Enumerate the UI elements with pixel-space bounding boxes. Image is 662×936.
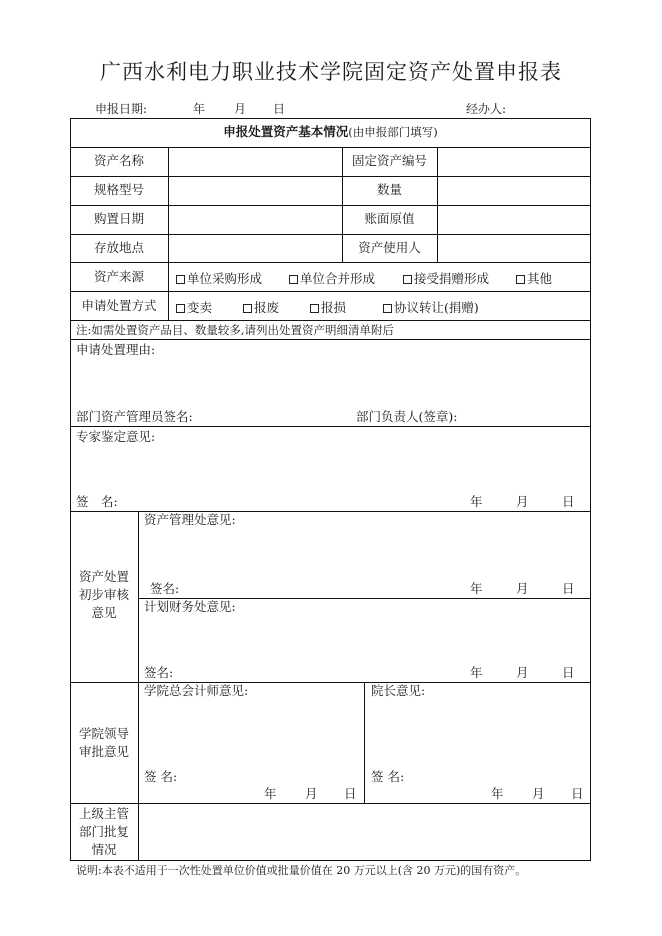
- purchase-date-field[interactable]: [169, 206, 342, 234]
- report-date-month: 月: [234, 102, 247, 116]
- expert-year: 年: [470, 494, 483, 509]
- source-option-purchase[interactable]: 单位采购形成: [176, 269, 262, 287]
- method-option-sell[interactable]: 变卖: [176, 298, 212, 316]
- section-header-main: 申报处置资产基本情况: [223, 124, 349, 139]
- asset-number-field[interactable]: [438, 148, 590, 176]
- finance-office-opinion-field[interactable]: [140, 617, 589, 662]
- checkbox[interactable]: [176, 275, 185, 284]
- chief-accountant-opinion-field[interactable]: [140, 700, 362, 765]
- admin-sign-label: 部门资产管理员签名:: [76, 409, 193, 424]
- expert-opinion-field[interactable]: [72, 446, 589, 491]
- checkbox[interactable]: [310, 304, 319, 313]
- column-divider: [364, 682, 365, 803]
- storage-location-field[interactable]: [169, 235, 342, 262]
- asset-user-label: 资产使用人: [358, 240, 421, 255]
- asset-office-day: 日: [562, 581, 575, 596]
- chief-accountant-month: 月: [305, 786, 318, 801]
- form-title: 广西水利电力职业技术学院固定资产处置申报表: [100, 60, 562, 84]
- asset-name-label: 资产名称: [93, 153, 144, 168]
- finance-office-year: 年: [470, 665, 483, 680]
- footnote: 说明:本表不适用于一次性处置单位价值或批量价值在 20 万元以上(含 20 万元)的国有资产。: [76, 864, 527, 877]
- finance-office-month: 月: [516, 665, 529, 680]
- row-divider: [70, 803, 591, 804]
- checkbox[interactable]: [176, 304, 185, 313]
- expert-opinion-label: 专家鉴定意见:: [76, 429, 156, 444]
- leadership-approval-label: 学院领导 审批意见: [78, 726, 129, 759]
- section-header: [70, 125, 591, 139]
- chief-accountant-day: 日: [344, 786, 357, 801]
- row-divider: [70, 320, 591, 321]
- row-divider: [70, 291, 591, 292]
- checkbox[interactable]: [516, 275, 525, 284]
- checkbox[interactable]: [243, 304, 252, 313]
- asset-office-opinion-label: 资产管理处意见:: [144, 512, 236, 527]
- president-month: 月: [532, 786, 545, 801]
- asset-number-label: 固定资产编号: [351, 153, 427, 168]
- method-option-transfer[interactable]: 协议转让(捐赠): [383, 298, 479, 316]
- method-option-loss[interactable]: 报损: [310, 298, 346, 316]
- reason-field[interactable]: [72, 358, 589, 406]
- finance-office-day: 日: [562, 665, 575, 680]
- method-option-scrap[interactable]: 报废: [243, 298, 279, 316]
- report-date-day: 日: [273, 102, 286, 116]
- president-day: 日: [571, 786, 584, 801]
- checkbox[interactable]: [383, 304, 392, 313]
- handler-label: 经办人:: [466, 102, 507, 116]
- asset-office-sign-label: 签名:: [150, 581, 180, 596]
- reason-label: 申请处置理由:: [76, 342, 156, 357]
- row-divider: [70, 262, 591, 263]
- note-text: 注:如需处置资产品目、数量较多,请列出处置资产明细清单附后: [76, 323, 395, 337]
- expert-sign-label: 签 名:: [76, 494, 118, 509]
- storage-location-label: 存放地点: [93, 240, 144, 255]
- asset-name-field[interactable]: [169, 148, 342, 176]
- finance-office-sign-label: 签名:: [144, 665, 174, 680]
- disposal-method-label: 申请处置方式: [81, 298, 157, 313]
- source-option-merger[interactable]: 单位合并形成: [289, 269, 375, 287]
- spec-model-label: 规格型号: [93, 182, 144, 197]
- asset-office-opinion-field[interactable]: [140, 530, 589, 575]
- finance-office-opinion-label: 计划财务处意见:: [144, 599, 236, 614]
- expert-day: 日: [562, 494, 575, 509]
- president-sign-label: 签 名:: [371, 769, 405, 784]
- asset-user-field[interactable]: [438, 235, 590, 262]
- preliminary-review-label: 资产处置 初步审核 意见: [78, 569, 129, 620]
- checkbox[interactable]: [289, 275, 298, 284]
- chief-accountant-opinion-label: 学院总会计师意见:: [144, 683, 249, 698]
- row-divider: [70, 426, 591, 427]
- asset-office-year: 年: [470, 581, 483, 596]
- president-year: 年: [491, 786, 504, 801]
- chief-accountant-sign-label: 签 名:: [144, 769, 178, 784]
- purchase-date-label: 购置日期: [93, 211, 144, 226]
- source-option-donation[interactable]: 接受捐赠形成: [403, 269, 489, 287]
- asset-office-month: 月: [516, 581, 529, 596]
- chief-accountant-year: 年: [264, 786, 277, 801]
- president-opinion-label: 院长意见:: [371, 683, 426, 698]
- president-opinion-field[interactable]: [366, 700, 589, 765]
- quantity-label: 数量: [376, 182, 402, 197]
- report-date-year: 年: [193, 102, 206, 116]
- spec-model-field[interactable]: [169, 177, 342, 205]
- report-date-label: 申报日期:: [95, 102, 148, 116]
- superior-approval-field[interactable]: [140, 805, 589, 859]
- quantity-field[interactable]: [438, 177, 590, 205]
- book-value-label: 账面原值: [364, 211, 415, 226]
- source-option-other[interactable]: 其他: [516, 269, 552, 287]
- head-sign-label: 部门负责人(签章):: [356, 409, 458, 424]
- asset-source-label: 资产来源: [93, 269, 144, 284]
- book-value-field[interactable]: [438, 206, 590, 234]
- superior-approval-label: 上级主管 部门批复 情况: [78, 806, 129, 857]
- checkbox[interactable]: [403, 275, 412, 284]
- section-header-sub: (由申报部门填写): [348, 125, 438, 139]
- column-divider: [138, 511, 139, 861]
- row-divider: [70, 339, 591, 340]
- expert-month: 月: [516, 494, 529, 509]
